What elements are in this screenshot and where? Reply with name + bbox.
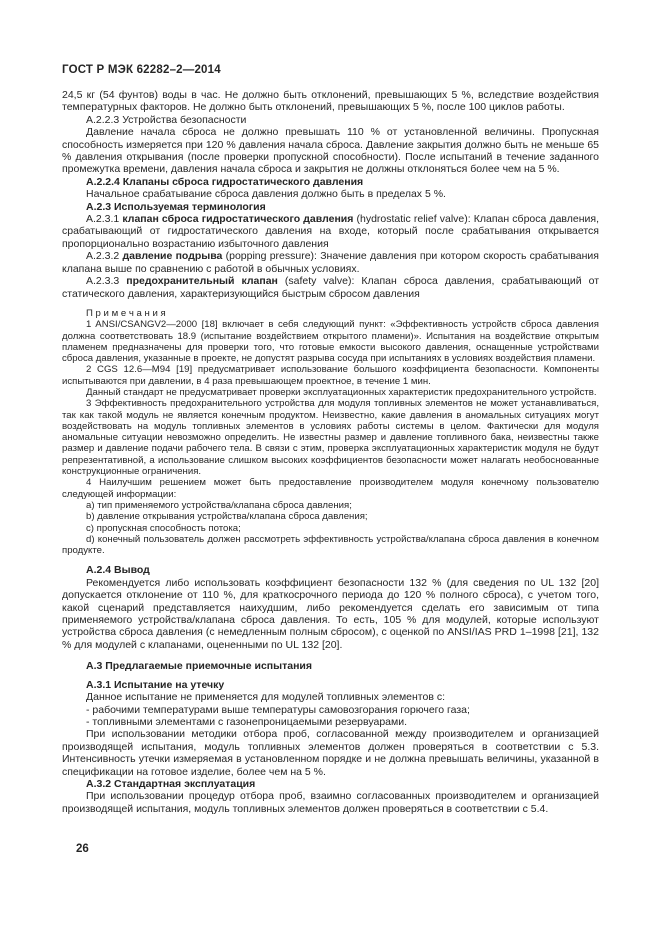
text-run: - рабочими температурами выше температуры самовозгорания горючего газа; bbox=[86, 703, 470, 716]
paragraph bbox=[62, 577, 599, 651]
section-heading bbox=[62, 660, 599, 672]
section-heading bbox=[62, 201, 599, 213]
text-run: d) конечный пользователь должен рассмотреть эффективность устройства/клапана сброса давления в конечном продукте. bbox=[62, 533, 599, 557]
note-paragraph bbox=[62, 387, 599, 398]
paragraph bbox=[62, 89, 599, 114]
bold-term: давление подрыва bbox=[122, 250, 223, 263]
page-number: 26 bbox=[76, 843, 89, 855]
bold-term: А.2.2.4 Клапаны сброса гидростатического давления bbox=[86, 175, 364, 188]
text-run: c) пропускная способность потока; bbox=[86, 522, 241, 534]
section-heading bbox=[62, 564, 599, 576]
section-heading bbox=[62, 176, 599, 188]
paragraph bbox=[62, 275, 599, 300]
bold-term: предохранительный клапан bbox=[126, 275, 278, 288]
text-run: При использовании методики отбора проб, согласованной между производителем и организацией производящей испытания, модуль топливных элементов должен проверяться в соответствии с 5.3. Интенсивность утечки измеряемая в установленном порядке и не должна превышать величины, указанной в спецификации на готовое изделие, более чем на 5 %. bbox=[62, 728, 599, 778]
note-paragraph bbox=[62, 319, 599, 364]
section-heading bbox=[62, 778, 599, 790]
bold-term: клапан сброса гидростатического давления bbox=[122, 213, 354, 226]
text-run: П р и м е ч а н и я bbox=[86, 307, 166, 319]
text-run: Давление начала сброса не должно превышать 110 % от установленной величины. Пропускная способность измеряется при 120 % давления начала сброса. Давление закрытия должно быть не меньше 65 % давления открывания (после проверки пропускной способности). После испытаний в течение заданного промежутка времени, давления начала сброса и закрытия не должны отклоняться более чем на 5 %. bbox=[62, 126, 599, 176]
text-run: А.2.3.1 bbox=[86, 213, 123, 226]
text-run: А.2.2.3 Устройства безопасности bbox=[86, 113, 247, 126]
text-run: b) давление открывания устройства/клапана сброса давления; bbox=[86, 511, 368, 523]
text-run: 2 CGS 12.6—М94 [19] предусматривает использование большого коэффициента безопасности. Компоненты испытываются при давлении, в 4 раза превышающем проектное, в течение 1 мин. bbox=[62, 364, 599, 387]
text-run: 1 ANSI/CSANGV2—2000 [18] включает в себя следующий пункт: «Эффективность устройств сброса давления должна соответствовать 18.9 (испытание воздействием открытого пламени)». Испытания на воздействие открытым пламенем предназначены для проверки того, что готовые емкости высокого давления, оснащенные устройствами сброса давления, указанные в проекте, не допустят разрыва сосуда при испытаниях в условиях воздействия пламени. bbox=[62, 319, 599, 365]
text-run: Данный стандарт не предусматривает проверки эксплуатационных характеристик предохранительного устройств. bbox=[86, 386, 597, 398]
text-run: (popping pressure): Значение давления при котором скорость срабатывания клапана выше по сравнению с работой в обычных условиях. bbox=[62, 250, 599, 275]
section-heading bbox=[62, 679, 599, 691]
note-paragraph bbox=[62, 364, 599, 387]
text-run: Рекомендуется либо использовать коэффициент безопасности 132 % (для сведения по UL 132 [20] допускается отклонение от 110 %, для краткосрочного периода до 120 % полного сброса), с учетом того, какой сценарий представляется наихудшим, либо рекомендуется сделать его зависимым от типа применяемого устройства/клапана сброса давления. То есть, 105 % для модулей, которые используют устройства сброса давления (с немедленным полным сбросом), с оценкой по ANSI/IAS PRD 1–1998 [21], 132 % для модулей с клапанами, оцененными по UL 132 [20]. bbox=[62, 576, 599, 651]
paragraph bbox=[62, 728, 599, 778]
text-run: 3 Эффективность предохранительного устройства для модуля топливных элементов не может устанавливаться, так как такой модуль не является конечным продуктом. Неизвестно, какие давления в аномальных ситуациях могут воздействовать на модуль топливных элементов в условиях работы системы в целом. Фактически для модуля аномальные ситуации невозможно определить. Не известны размер и давление топливного бака, неизвестны также размер и давление подачи рабочего тела. В связи с этим, проверка эксплуатационных характеристик модуля не будут репрезентативной, а использование слишком высоких коэффициентов безопасности может налагать необоснованные конструкционные ограничения. bbox=[62, 398, 599, 478]
paragraph bbox=[62, 790, 599, 815]
text-run: (safety valve): Клапан сброса давления, срабатывающий от статического давления, характеризующийся быстрым сбросом давления bbox=[62, 275, 600, 300]
text-run: А.2.3.2 bbox=[86, 250, 123, 263]
paragraph bbox=[62, 213, 599, 250]
paragraph bbox=[62, 126, 599, 176]
bold-term: А.3 Предлагаемые приемочные испытания bbox=[86, 660, 313, 673]
text-run: 24,5 кг (54 фунтов) воды в час. Не должно быть отклонений, превышающих 5 %, вследствие воздействия температурных факторов. Не должно быть отклонений, превышающих 5 %, после 100 циклов работы. bbox=[62, 89, 599, 114]
page-header-standard-number: ГОСТ Р МЭК 62282–2—2014 bbox=[62, 64, 221, 76]
paragraph bbox=[62, 691, 599, 703]
paragraph bbox=[62, 250, 599, 275]
text-run: - топливными элементами с газонепроницаемыми резервуарами. bbox=[86, 715, 408, 728]
text-run: А.2.3.3 bbox=[86, 275, 127, 288]
text-run: Данное испытание не применяется для модулей топливных элементов с: bbox=[86, 691, 445, 704]
list-item bbox=[62, 534, 599, 557]
list-item bbox=[62, 716, 599, 728]
text-run: (hydrostatic relief valve): Клапан сброса давления, срабатывающий от гидростатического давления на входе, который после срабатывания открывается пропорционально возрастанию избыточного давления bbox=[62, 213, 599, 250]
text-run: a) тип применяемого устройства/клапана сброса давления; bbox=[86, 499, 352, 511]
document-body bbox=[62, 89, 599, 815]
notes-label bbox=[62, 308, 599, 319]
list-item bbox=[62, 500, 599, 511]
section-heading bbox=[62, 114, 599, 126]
text-run: 4 Наилучшим решением может быть предоставление производителем модуля конечному пользователю следующей информации: bbox=[62, 477, 599, 500]
note-paragraph bbox=[62, 477, 599, 500]
list-item bbox=[62, 523, 599, 534]
note-paragraph bbox=[62, 398, 599, 477]
bold-term: А.3.1 Испытание на утечку bbox=[86, 678, 225, 691]
list-item bbox=[62, 704, 599, 716]
bold-term: А.2.3 Используемая терминология bbox=[86, 200, 266, 213]
paragraph bbox=[62, 188, 599, 200]
bold-term: А.2.4 Вывод bbox=[86, 564, 150, 577]
list-item bbox=[62, 511, 599, 522]
bold-term: А.3.2 Стандартная эксплуатация bbox=[86, 777, 256, 790]
text-run: Начальное срабатывание сброса давления должно быть в пределах 5 %. bbox=[86, 188, 446, 201]
text-run: При использовании процедур отбора проб, взаимно согласованных производителем и организацией производящей испытания, модуль топливных элементов должен проверяться в соответствии с 5.4. bbox=[62, 790, 599, 815]
